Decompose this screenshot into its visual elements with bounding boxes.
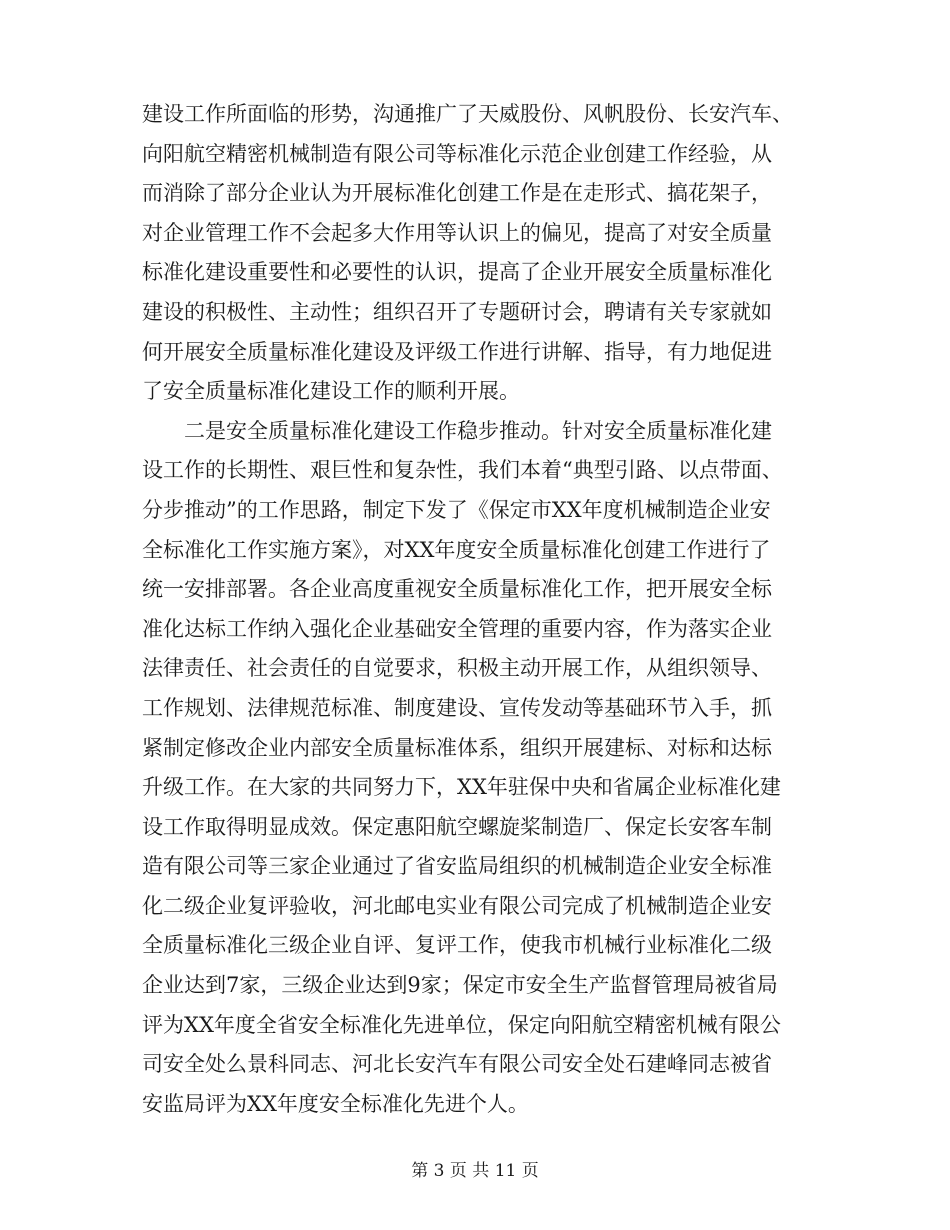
text-line: 而消除了部分企业认为开展标准化创建工作是在走形式、搞花架子， [142,181,772,206]
text-line: 向阳航空精密机械制造有限公司等标准化示范企业创建工作经验，从 [142,141,772,166]
text-line: 设工作的长期性、艰巨性和复杂性，我们本着“典型引路、以点带面、 [142,458,783,483]
text-line: 法律责任、社会责任的自觉要求，积极主动开展工作，从组织领导、 [142,656,772,681]
text-line: 紧制定修改企业内部安全质量标准体系，组织开展建标、对标和达标 [142,735,772,760]
text-line: 造有限公司等三家企业通过了省安监局组织的机械制造企业安全标准 [142,854,772,879]
text-line: 准化达标工作纳入强化企业基础安全管理的重要内容，作为落实企业 [142,616,772,641]
text-line: 全标准化工作实施方案》，对XX年度安全质量标准化创建工作进行了 [142,537,771,562]
body-text [142,95,822,1124]
text-line: 工作规划、法律规范标准、制度建设、宣传发动等基础环节入手，抓 [142,695,772,720]
page-number-footer: 第 3 页 共 11 页 [411,1161,539,1181]
text-line: 全质量标准化三级企业自评、复评工作，使我市机械行业标准化二级 [142,933,772,958]
text-line: 评为XX年度全省安全标准化先进单位，保定向阳航空精密机械有限公 [142,1012,781,1037]
text-line: 建设工作所面临的形势，沟通推广了天威股份、风帆股份、长安汽车、 [142,102,793,126]
text-line: 化二级企业复评验收，河北邮电实业有限公司完成了机械制造企业安 [142,893,772,918]
text-line: 建设的积极性、主动性；组织召开了专题研讨会，聘请有关专家就如 [142,299,772,324]
text-line: 何开展安全质量标准化建设及评级工作进行讲解、指导，有力地促进 [142,339,772,364]
text-line: 了安全质量标准化建设工作的顺利开展。 [142,379,520,404]
paragraph-first-line: 二是安全质量标准化建设工作稳步推动。针对安全质量标准化建 [184,418,772,443]
text-line: 分步推动”的工作思路，制定下发了《保定市XX年度机械制造企业安 [142,497,771,522]
text-line: 升级工作。在大家的共同努力下，XX年驻保中央和省属企业标准化建 [142,775,781,800]
text-line: 司安全处么景科同志、河北长安汽车有限公司安全处石建峰同志被省 [142,1052,772,1077]
text-line: 对企业管理工作不会起多大作用等认识上的偏见，提高了对安全质量 [142,220,772,245]
text-line: 统一安排部署。各企业高度重视安全质量标准化工作，把开展安全标 [142,577,772,602]
text-line: 安监局评为XX年度安全标准化先进个人。 [142,1091,529,1116]
text-line: 企业达到7家，三级企业达到9家；保定市安全生产监督管理局被省局 [142,973,778,998]
text-line: 设工作取得明显成效。保定惠阳航空螺旋桨制造厂、保定长安客车制 [142,814,772,839]
text-line: 标准化建设重要性和必要性的认识，提高了企业开展安全质量标准化 [142,260,772,285]
